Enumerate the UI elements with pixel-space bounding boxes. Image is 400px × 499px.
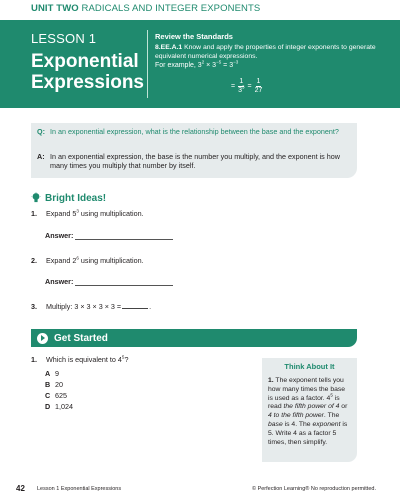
- lesson-header: [0, 20, 400, 108]
- header-divider: [147, 30, 148, 98]
- choice-c[interactable]: C 625: [45, 391, 67, 400]
- answer-blank[interactable]: [122, 302, 148, 309]
- unit-bar: [0, 0, 400, 18]
- play-icon: [37, 333, 48, 344]
- think-about-it-panel: Think About It 1. The exponent tells you how many times the base is used as a factor. $4^5$ is read the fifth power of 4 or 4 to the fifth power. The base is 4. The exponent is 5. Write 4 as a factor 5 times, then simplify.: [262, 358, 357, 462]
- choice-b[interactable]: B 20: [45, 380, 63, 389]
- answer-line-1[interactable]: Answer:: [45, 231, 173, 240]
- fraction-two: $\frac{1}{27}$: [254, 78, 263, 94]
- answer-choices: [45, 368, 73, 412]
- fraction-one: $\frac{1}{3^3}$: [238, 78, 245, 94]
- standards-heading: Review the Standards: [155, 32, 233, 41]
- page-footer: [0, 484, 400, 496]
- lightbulb-icon: [31, 192, 41, 204]
- footer-copyright: © Perfection Learning® No reproduction permitted.: [252, 486, 376, 492]
- choice-a[interactable]: A 9: [45, 369, 59, 378]
- standard-example: For example, $3^2 \times 3^{-5} = 3^{-3}$: [155, 59, 239, 69]
- question-row: Q: In an exponential expression, what is the relationship between the base and the exponent?: [37, 127, 339, 136]
- think-about-it-text: 1. The exponent tells you how many times the base is used as a factor. $4^5$ is read the fifth power of 4 or 4 to the fifth power. The base is 4. The exponent is 5. Write 4 as a factor 5 times, then simplify.: [268, 377, 348, 446]
- choice-d[interactable]: D 1,024: [45, 402, 73, 411]
- footer-lesson: Lesson 1 Exponential Expressions: [37, 486, 122, 492]
- bright-item-3: 3. Multiply: 3 × 3 × 3 × 3 = .: [31, 302, 152, 311]
- standard-fraction: = $\frac{1}{3^3}$ = $\frac{1}{27}$: [231, 78, 263, 94]
- unit-heading: UNIT TWO RADICALS AND INTEGER EXPONENTS: [31, 3, 261, 14]
- bright-ideas-heading: Bright Ideas!: [31, 192, 106, 204]
- qa-box: [31, 123, 357, 178]
- answer-line-2[interactable]: Answer:: [45, 277, 173, 286]
- get-started-banner: Get Started: [31, 329, 357, 347]
- bright-item-2: 2. Expand $2^6$ using multiplication.: [31, 255, 144, 265]
- bright-item-1: 1. Expand $5^3$ using multiplication.: [31, 208, 144, 218]
- page-number: 42: [16, 484, 25, 493]
- answer-row: A: In an exponential expression, the base is the number you multiply, and the exponent is how many times you multiply that number by itself.: [37, 152, 340, 170]
- get-started-question: 1. Which is equivalent to $4^5$?: [31, 354, 129, 364]
- lesson-label: LESSON 1: [31, 31, 97, 46]
- standard-text: 8.EE.A.1 Know and apply the properties of integer exponents to generate equivalent numerical expressions.: [155, 44, 376, 60]
- lesson-title: Exponential Expressions: [31, 51, 144, 93]
